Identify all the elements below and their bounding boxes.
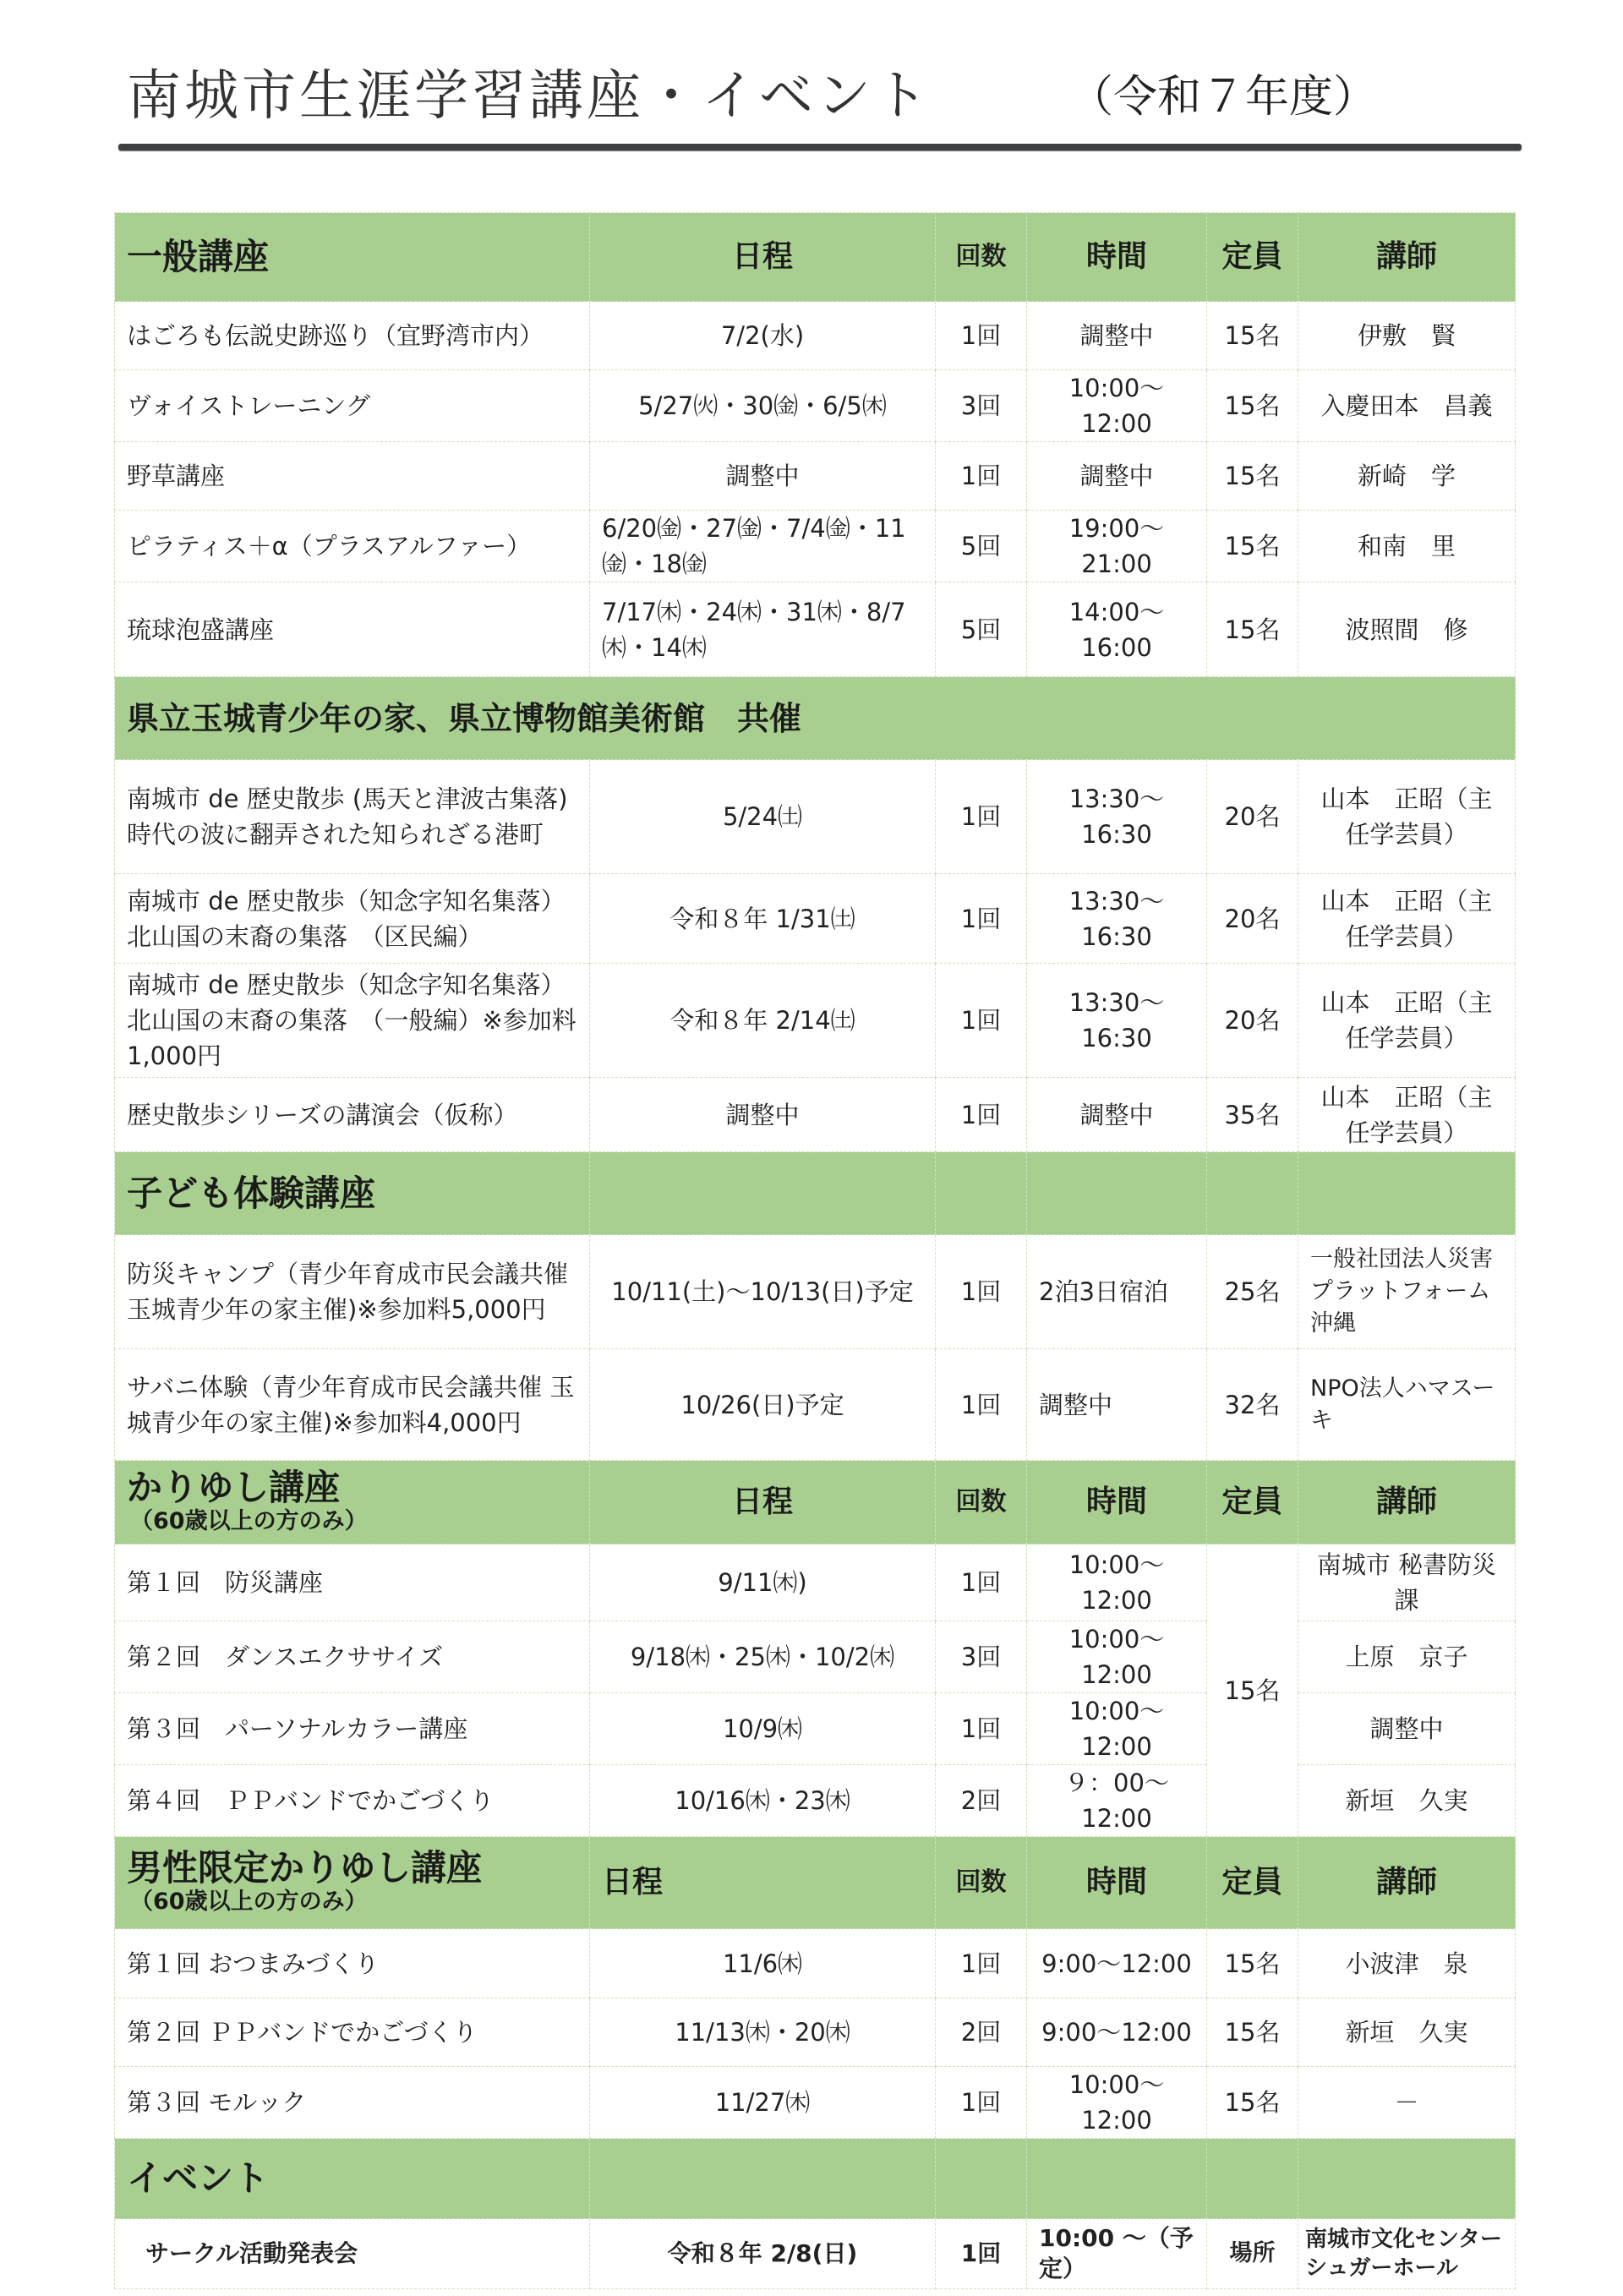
capacity: 25名 [1207,1235,1298,1349]
count: 1回 [936,2219,1027,2289]
course-name: 歴史散歩シリーズの講演会（仮称） [115,1078,590,1152]
table-row [115,511,1516,582]
time: 調整中 [1027,1349,1207,1461]
instructor: NPO法人ハマスーキ [1298,1349,1516,1461]
time: 14:00～16:00 [1027,582,1207,677]
capacity: 32名 [1207,1349,1298,1461]
col-instructor: 講師 [1298,1837,1516,1929]
col-count: 回数 [936,1837,1027,1929]
section-title: 県立玉城青少年の家、県立博物館美術館 共催 [115,677,1516,760]
instructor: 山本 正昭（主任学芸員） [1298,760,1516,874]
course-name: 第１回 おつまみづくり [115,1929,590,1998]
course-name: ヴォイストレーニング [115,370,590,442]
section-header-cohost [115,677,1516,760]
count: 3回 [936,1621,1027,1693]
capacity: 15名 [1207,442,1298,511]
empty-cell [1027,1152,1207,1235]
section-subtitle: （60歳以上の方のみ） [130,1889,368,1915]
section-header-events [115,2139,1516,2219]
time: 調整中 [1027,1078,1207,1152]
col-capacity: 定員 [1207,1461,1298,1544]
section-subtitle: （60歳以上の方のみ） [130,1508,368,1534]
capacity: 15名 [1207,1544,1298,1837]
schedule: 9/18㈭・25㈭・10/2㈭ [590,1621,936,1693]
course-name: 第４回 ＰＰバンドでかごづくり [115,1765,590,1837]
table-row [115,302,1516,370]
capacity: 20名 [1207,874,1298,964]
col-schedule: 日程 [590,213,936,302]
time: 13:30～16:30 [1027,760,1207,874]
course-name: 南城市 de 歴史散歩（知念字知名集落）北山国の末裔の集落 （一般編）※参加料 1,000円 [115,964,590,1078]
capacity: 15名 [1207,1998,1298,2067]
time: 10:00～12:00 [1027,1621,1207,1693]
instructor: 入慶田本 昌義 [1298,370,1516,442]
capacity: 15名 [1207,582,1298,677]
capacity: 15名 [1207,1929,1298,1998]
section-title-text: 男性限定かりゆし講座 [127,1847,483,1889]
schedule: 令和８年 2/14㈯ [590,964,936,1078]
capacity: 20名 [1207,760,1298,874]
table-row [115,1235,1516,1349]
instructor: 山本 正昭（主任学芸員） [1298,1078,1516,1152]
course-name: 琉球泡盛講座 [115,582,590,677]
schedule: 10/11(土)～10/13(日)予定 [590,1235,936,1349]
venue-label: 場所 [1207,2219,1298,2289]
col-time: 時間 [1027,1837,1207,1929]
time: 13:30～16:30 [1027,964,1207,1078]
schedule: 10/26(日)予定 [590,1349,936,1461]
capacity: 15名 [1207,370,1298,442]
time: 10:00 ～（予定） [1027,2219,1207,2289]
table-row [115,1929,1516,1998]
instructor: 南城市 秘書防災課 [1298,1544,1516,1621]
empty-cell [936,1152,1027,1235]
time: 調整中 [1027,302,1207,370]
course-name: ピラティス＋α（プラスアルファー） [115,511,590,582]
schedule: 7/17㈭・24㈭・31㈭・8/7㈭・14㈭ [590,582,936,677]
col-instructor: 講師 [1298,213,1516,302]
schedule: 調整中 [590,442,936,511]
count: 1回 [936,1544,1027,1621]
count: 1回 [936,964,1027,1078]
time: 9:00～12:00 [1027,1998,1207,2067]
course-name: 南城市 de 歴史散歩 (馬天と津波古集落)時代の波に翻弄された知られざる港町 [115,760,590,874]
schedule-table [114,212,1516,2289]
count: 1回 [936,1349,1027,1461]
time: 2泊3日宿泊 [1027,1235,1207,1349]
course-name: 第３回 モルック [115,2067,590,2139]
schedule: 6/20㈮・27㈮・7/4㈮・11㈮・18㈮ [590,511,936,582]
course-name: 第１回 防災講座 [115,1544,590,1621]
instructor: 波照間 修 [1298,582,1516,677]
empty-cell [1298,2139,1516,2219]
course-name: 第２回 ＰＰバンドでかごづくり [115,1998,590,2067]
section-header-men-kariyushi [115,1837,1516,1929]
table-row [115,760,1516,874]
schedule: 5/24㈯ [590,760,936,874]
schedule: 5/27㈫・30㈮・6/5㈭ [590,370,936,442]
section-header-kids [115,1152,1516,1235]
col-schedule: 日程 [590,1837,936,1929]
capacity: 15名 [1207,302,1298,370]
schedule: 7/2(水) [590,302,936,370]
time: 調整中 [1027,442,1207,511]
venue: 南城市文化センターシュガーホール [1298,2219,1516,2289]
count: 1回 [936,874,1027,964]
table-row [115,2219,1516,2289]
count: 2回 [936,1998,1027,2067]
schedule: 令和８年 1/31㈯ [590,874,936,964]
empty-cell [590,1152,936,1235]
schedule: 10/16㈭・23㈭ [590,1765,936,1837]
table-row [115,1544,1516,1621]
table-row [115,964,1516,1078]
empty-cell [590,2139,936,2219]
instructor: 一般社団法人災害プラットフォーム沖縄 [1298,1235,1516,1349]
count: 5回 [936,511,1027,582]
capacity: 15名 [1207,2067,1298,2139]
count: 1回 [936,1078,1027,1152]
instructor: 上原 京子 [1298,1621,1516,1693]
table-row [115,874,1516,964]
fiscal-year: （令和７年度） [1069,72,1378,123]
instructor: 山本 正昭（主任学芸員） [1298,874,1516,964]
empty-cell [1298,1152,1516,1235]
count: 1回 [936,2067,1027,2139]
count: 1回 [936,442,1027,511]
capacity: 20名 [1207,964,1298,1078]
table-row [115,1998,1516,2067]
section-title [115,1461,590,1544]
time: 19:00～21:00 [1027,511,1207,582]
time: 13:30～16:30 [1027,874,1207,964]
col-capacity: 定員 [1207,213,1298,302]
time: 10:00～12:00 [1027,1544,1207,1621]
section-title [115,1837,590,1929]
time: ９：00～12:00 [1027,1765,1207,1837]
time: 9:00～12:00 [1027,1929,1207,1998]
time: 10:00～12:00 [1027,2067,1207,2139]
schedule: 11/6㈭ [590,1929,936,1998]
schedule: 11/27㈭ [590,2067,936,2139]
course-name: サバニ体験（青少年育成市民会議共催 玉城青少年の家主催)※参加料4,000円 [115,1349,590,1461]
table-row [115,1349,1516,1461]
capacity: 15名 [1207,511,1298,582]
course-name: 南城市 de 歴史散歩（知念字知名集落）北山国の末裔の集落 （区民編） [115,874,590,964]
section-title: 子ども体験講座 [115,1152,590,1235]
count: 1回 [936,302,1027,370]
empty-cell [1207,1152,1298,1235]
time: 10:00～12:00 [1027,370,1207,442]
section-title-text: かりゆし講座 [127,1467,341,1508]
instructor: － [1298,2067,1516,2139]
instructor: 新垣 久実 [1298,1998,1516,2067]
table-row [115,1621,1516,1693]
count: 1回 [936,1693,1027,1765]
count: 5回 [936,582,1027,677]
instructor: 新崎 学 [1298,442,1516,511]
empty-cell [1027,2139,1207,2219]
col-time: 時間 [1027,1461,1207,1544]
col-time: 時間 [1027,213,1207,302]
table-row [115,370,1516,442]
col-count: 回数 [936,213,1027,302]
section-title: 一般講座 [115,213,590,302]
table-row [115,582,1516,677]
instructor: 伊敷 賢 [1298,302,1516,370]
count: 1回 [936,760,1027,874]
empty-cell [936,2139,1027,2219]
section-header-general [115,213,1516,302]
instructor: 小波津 泉 [1298,1929,1516,1998]
table-row [115,1765,1516,1837]
table-row [115,1078,1516,1152]
count: 2回 [936,1765,1027,1837]
course-name: はごろも伝説史跡巡り（宜野湾市内） [115,302,590,370]
col-capacity: 定員 [1207,1837,1298,1929]
empty-cell [1207,2139,1298,2219]
schedule: 9/11㈭) [590,1544,936,1621]
instructor: 調整中 [1298,1693,1516,1765]
schedule: 調整中 [590,1078,936,1152]
section-header-kariyushi [115,1461,1516,1544]
instructor: 山本 正昭（主任学芸員） [1298,964,1516,1078]
course-name: 第２回 ダンスエクササイズ [115,1621,590,1693]
instructor: 和南 里 [1298,511,1516,582]
course-name: 防災キャンプ（青少年育成市民会議共催 玉城青少年の家主催)※参加料5,000円 [115,1235,590,1349]
event-name: サークル活動発表会 [115,2219,590,2289]
table-row [115,442,1516,511]
section-title: イベント [115,2139,590,2219]
schedule: 令和８年 2/8(日) [590,2219,936,2289]
table-row [115,1693,1516,1765]
capacity: 35名 [1207,1078,1298,1152]
schedule: 10/9㈭ [590,1693,936,1765]
table-row [115,2067,1516,2139]
time: 10:00～12:00 [1027,1693,1207,1765]
col-count: 回数 [936,1461,1027,1544]
page-title: 南城市生涯学習講座・イベント [127,65,932,128]
count: 1回 [936,1235,1027,1349]
col-instructor: 講師 [1298,1461,1516,1544]
course-name: 第３回 パーソナルカラー講座 [115,1693,590,1765]
title-underline [118,144,1522,150]
course-name: 野草講座 [115,442,590,511]
count: 3回 [936,370,1027,442]
col-schedule: 日程 [590,1461,936,1544]
schedule: 11/13㈭・20㈭ [590,1998,936,2067]
instructor: 新垣 久実 [1298,1765,1516,1837]
count: 1回 [936,1929,1027,1998]
